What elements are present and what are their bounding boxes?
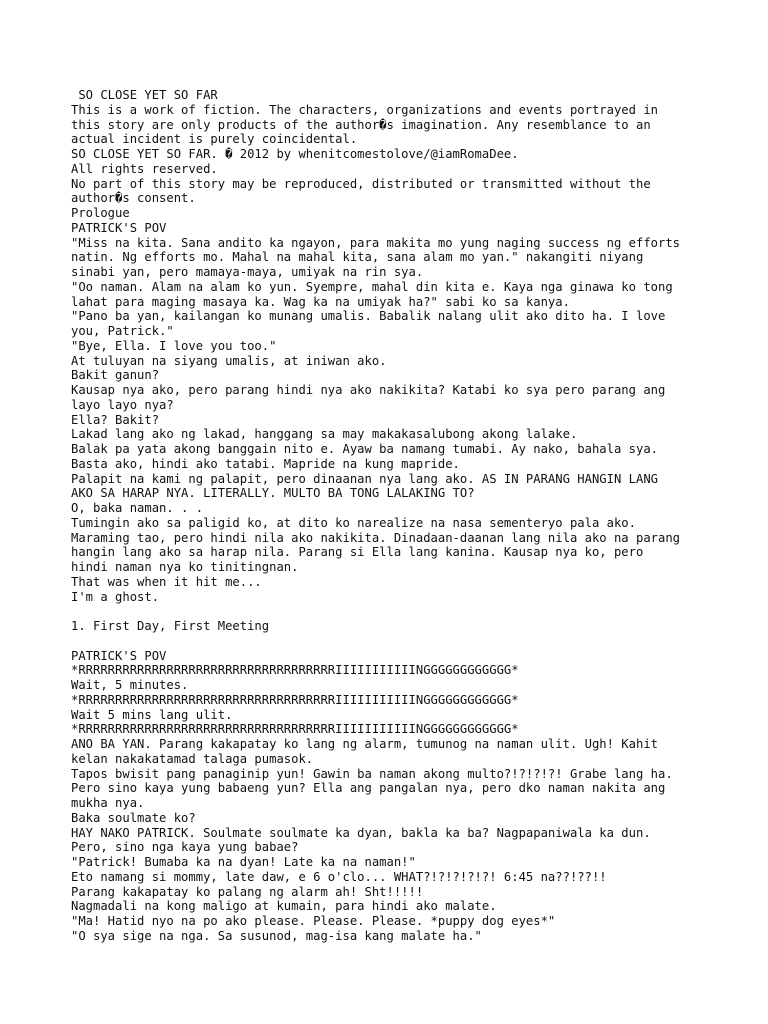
text-line: "Pano ba yan, kailangan ko munang umalis. Babalik nalang ulit ako dito ha. I love — [71, 309, 666, 324]
text-line: At tuluyan na siyang umalis, at iniwan ako. — [71, 353, 387, 368]
text-line: Balak pa yata akong banggain nito e. Ayaw ba namang tumabi. Ay nako, bahala sya. — [71, 442, 658, 456]
text-line: Tumingin ako sa paligid ko, at dito ko narealize na nasa sementeryo pala ako. — [71, 515, 636, 530]
text-line: I'm a ghost. — [71, 589, 160, 604]
text-line: Bakit ganun? — [71, 368, 160, 383]
text-line: *RRRRRRRRRRRRRRRRRRRRRRRRRRRRRRRRRRRIIIIIIIIIIINGGGGGGGGGGGG* — [71, 722, 519, 737]
text-line: kelan nakakatamad talaga pumasok. — [71, 751, 314, 766]
text-line: "Oo naman. Alam na alam ko yun. Syempre, mahal din kita e. Kaya nga ginawa ko tong — [71, 279, 673, 294]
text-line: SO CLOSE YET SO FAR. � 2012 by whenitcomestolove/@iamRomaDee. — [71, 147, 519, 161]
text-line: *RRRRRRRRRRRRRRRRRRRRRRRRRRRRRRRRRRRIIIIIIIIIIINGGGGGGGGGGGG* — [71, 692, 519, 707]
text-line: *RRRRRRRRRRRRRRRRRRRRRRRRRRRRRRRRRRRIIIIIIIIIIINGGGGGGGGGGGG* — [71, 663, 519, 678]
text-line: layo layo nya? — [71, 397, 174, 412]
text-line: "Miss na kita. Sana andito ka ngayon, para makita mo yung naging success ng efforts — [71, 235, 681, 250]
text-line: author�s consent. — [71, 191, 196, 206]
text-line: Palapit na kami ng palapit, pero dinaanan nya lang ako. AS IN PARANG HANGIN LANG — [71, 471, 658, 486]
text-line: natin. Ng efforts mo. Mahal na mahal kita, sana alam mo yan." nakangiti niyang — [71, 250, 644, 265]
text-line: PATRICK'S POV — [71, 220, 167, 235]
text-line: "O sya sige na nga. Sa susunod, mag-isa kang malate ha." — [71, 928, 482, 943]
text-line: this story are only products of the author�s imagination. Any resemblance to an — [71, 117, 651, 132]
text-line: AKO SA HARAP NYA. LITERALLY. MULTO BA TONG LALAKING TO? — [71, 486, 475, 501]
text-line: 1. First Day, First Meeting — [71, 619, 270, 633]
text-line: SO CLOSE YET SO FAR — [71, 88, 218, 102]
document-page — [71, 88, 711, 944]
text-line: "Bye, Ella. I love you too." — [71, 338, 277, 353]
text-line: Wait 5 mins lang ulit. — [71, 707, 233, 722]
text-line: Kausap nya ako, pero parang hindi nya ako nakikita? Katabi ko sya pero parang ang — [71, 383, 666, 397]
text-line: Parang kakapatay ko palang ng alarm ah! Sht!!!!! — [71, 884, 424, 899]
text-line: actual incident is purely coincidental. — [71, 132, 358, 147]
text-line: This is a work of fiction. The characters, organizations and events portrayed in — [71, 102, 658, 117]
text-line: Pero, sino nga kaya yung babae? — [71, 840, 299, 855]
text-line: Tapos bwisit pang panaginip yun! Gawin ba naman akong multo?!?!?!?! Grabe lang ha. — [71, 766, 673, 781]
text-line: you, Patrick." — [71, 324, 174, 338]
text-line: PATRICK'S POV — [71, 648, 167, 663]
text-line: sinabi yan, pero mamaya-maya, umiyak na rin sya. — [71, 265, 424, 279]
text-line: All rights reserved. — [71, 161, 218, 176]
text-line: Wait, 5 minutes. — [71, 678, 189, 692]
text-line: That was when it hit me... — [71, 574, 262, 589]
text-line: mukha nya. — [71, 796, 145, 810]
text-line: lahat para maging masaya ka. Wag ka na umiyak ha?" sabi ko sa kanya. — [71, 294, 570, 309]
text-line: Pero sino kaya yung babaeng yun? Ella ang pangalan nya, pero dko naman nakita ang — [71, 781, 666, 796]
text-line: Maraming tao, pero hindi nila ako nakikita. Dinadaan-daanan lang nila ako na parang — [71, 530, 681, 545]
blank-line — [71, 634, 711, 649]
text-line: Baka soulmate ko? — [71, 810, 196, 825]
text-line: Ella? Bakit? — [71, 412, 160, 427]
text-line: hangin lang ako sa harap nila. Parang si Ella lang kanina. Kausap nya ko, pero — [71, 545, 644, 560]
text-line: HAY NAKO PATRICK. Soulmate soulmate ka dyan, bakla ka ba? Nagpapaniwala ka dun. — [71, 825, 651, 840]
text-line: Eto namang si mommy, late daw, e 6 o'clo... WHAT?!?!?!?!?! 6:45 na??!??!! — [71, 869, 607, 884]
blank-line — [71, 604, 711, 619]
text-line: Nagmadali na kong maligo at kumain, para hindi ako malate. — [71, 899, 497, 914]
text-line: ANO BA YAN. Parang kakapatay ko lang ng alarm, tumunog na naman ulit. Ugh! Kahit — [71, 737, 658, 751]
text-line: "Patrick! Bumaba ka na dyan! Late ka na naman!" — [71, 855, 416, 869]
text-line: hindi naman nya ko tinitingnan. — [71, 560, 299, 574]
text-line: No part of this story may be reproduced, distributed or transmitted without the — [71, 176, 651, 191]
text-line: "Ma! Hatid nyo na po ako please. Please. Please. *puppy dog eyes*" — [71, 914, 556, 928]
text-line: Lakad lang ako ng lakad, hanggang sa may makakasalubong akong lalake. — [71, 427, 578, 442]
text-line: Basta ako, hindi ako tatabi. Mapride na kung mapride. — [71, 456, 460, 471]
text-line: O, baka naman. . . — [71, 501, 204, 515]
text-line: Prologue — [71, 206, 130, 220]
